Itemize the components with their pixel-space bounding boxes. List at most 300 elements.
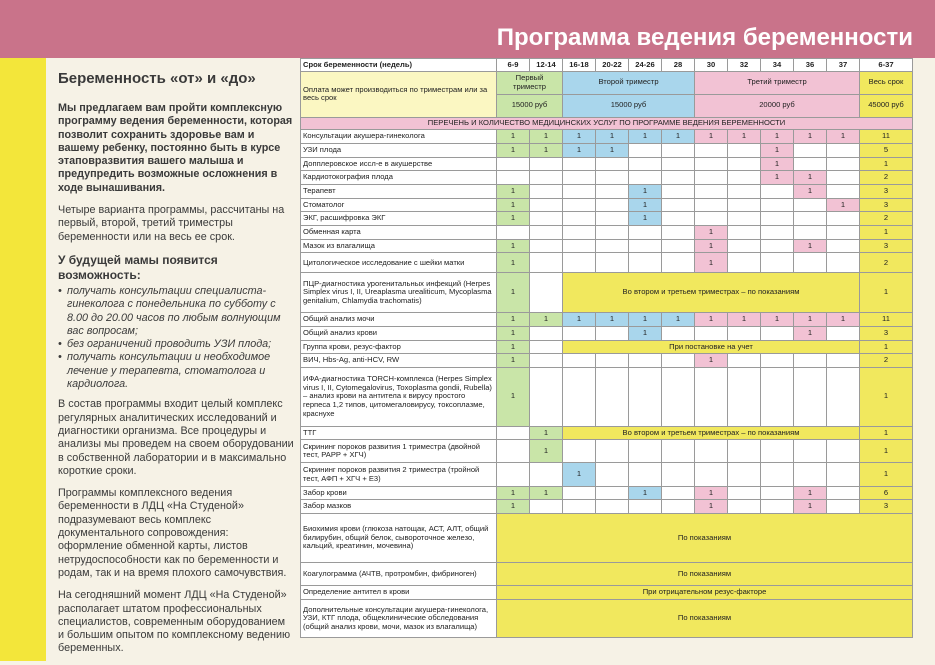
count-cell	[596, 486, 629, 500]
count-cell	[563, 500, 596, 514]
count-cell	[827, 486, 860, 500]
span-note: Во втором и третьем триместрах – по показаниям	[563, 273, 860, 313]
total-cell: 11	[860, 313, 913, 327]
variants-paragraph: Четыре варианта программы, рассчитаны на первый, второй, третий триместры беременности или на весь ее срок.	[58, 204, 285, 243]
count-cell: 1	[497, 486, 530, 500]
service-label: ИФА-диагностика TORCH-комплекса (Herpes Simplex virus I, II, Cytomegalovirus, Toxoplasma gondii, Rubella) – анализ крови на антитела к вирусу простого герпеса 1,2 типов, цитомегаловирусу, токсоплазме, краснухе	[301, 367, 497, 426]
count-cell	[530, 239, 563, 253]
count-cell: 1	[530, 426, 563, 440]
count-cell: 1	[497, 185, 530, 199]
trimester-row	[301, 71, 913, 94]
count-cell	[794, 226, 827, 240]
count-cell	[563, 239, 596, 253]
service-label: ВИЧ, Hbs-Ag, anti-HCV, RW	[301, 354, 497, 368]
count-cell: 1	[497, 273, 530, 313]
count-cell: 1	[794, 171, 827, 185]
count-cell	[827, 253, 860, 273]
count-cell: 1	[761, 130, 794, 144]
service-label: Забор крови	[301, 486, 497, 500]
count-cell	[827, 367, 860, 426]
count-cell: 1	[695, 239, 728, 253]
count-cell	[695, 440, 728, 463]
count-cell	[662, 226, 695, 240]
count-cell: 1	[827, 313, 860, 327]
count-cell: 1	[761, 144, 794, 158]
count-cell	[530, 273, 563, 313]
count-cell	[794, 253, 827, 273]
span-note: По показаниям	[497, 600, 913, 638]
count-cell	[695, 157, 728, 171]
count-cell	[827, 157, 860, 171]
count-cell	[761, 198, 794, 212]
table-row	[301, 198, 913, 212]
trimester-1: Первый триместр	[497, 71, 563, 94]
table-row	[301, 185, 913, 199]
count-cell	[629, 354, 662, 368]
total-cell: 1	[860, 426, 913, 440]
count-cell	[662, 500, 695, 514]
count-cell	[596, 500, 629, 514]
count-cell	[827, 440, 860, 463]
count-cell	[761, 354, 794, 368]
trimester-2: Второй триместр	[563, 71, 695, 94]
count-cell	[497, 157, 530, 171]
total-cell: 1	[860, 367, 913, 426]
count-cell: 1	[794, 313, 827, 327]
count-cell	[596, 463, 629, 486]
table-row	[301, 500, 913, 514]
service-label: ПЦР-диагностика урогенитальных инфекций (Herpes Simplex virus I, II, Ureaplasma urealiticum, Mycoplasma genitalium, Chlamydia trachomatis)	[301, 273, 497, 313]
count-cell: 1	[794, 500, 827, 514]
table-row	[301, 486, 913, 500]
count-cell	[596, 440, 629, 463]
total-cell: 2	[860, 253, 913, 273]
service-label: Забор мазков	[301, 500, 497, 514]
count-cell	[728, 171, 761, 185]
table-row	[301, 367, 913, 426]
table-row	[301, 426, 913, 440]
count-cell	[530, 198, 563, 212]
count-cell: 1	[530, 313, 563, 327]
count-cell	[728, 486, 761, 500]
count-cell	[728, 367, 761, 426]
price-1: 15000 руб	[497, 94, 563, 117]
count-cell	[530, 500, 563, 514]
service-label: Скрининг пороков развития 2 триместра (тройной тест, АФП + ХГЧ + Е3)	[301, 463, 497, 486]
count-cell	[596, 367, 629, 426]
count-cell	[629, 157, 662, 171]
count-cell: 1	[497, 212, 530, 226]
count-cell	[695, 171, 728, 185]
count-cell	[629, 367, 662, 426]
count-cell: 1	[497, 198, 530, 212]
count-cell	[827, 212, 860, 226]
count-cell	[596, 326, 629, 340]
count-cell	[596, 171, 629, 185]
count-cell: 1	[827, 198, 860, 212]
count-cell: 1	[728, 313, 761, 327]
count-cell	[497, 171, 530, 185]
count-cell	[761, 185, 794, 199]
count-cell	[761, 326, 794, 340]
service-label: Общий анализ мочи	[301, 313, 497, 327]
service-label: Дополнительные консультации акушера-гинеколога, УЗИ, КТГ плода, общеклинические обследования (общий анализ крови, мочи, мазок из влагалища)	[301, 600, 497, 638]
section-title-row	[301, 117, 913, 130]
count-cell	[794, 212, 827, 226]
total-cell: 1	[860, 273, 913, 313]
total-cell: 2	[860, 212, 913, 226]
count-cell: 1	[695, 486, 728, 500]
count-cell: 1	[761, 157, 794, 171]
week-cell: 6-9	[497, 59, 530, 72]
week-cell: 34	[761, 59, 794, 72]
service-label: УЗИ плода	[301, 144, 497, 158]
service-label: Кардиотокография плода	[301, 171, 497, 185]
service-label: Стоматолог	[301, 198, 497, 212]
count-cell	[530, 340, 563, 354]
price-all: 45000 руб	[860, 94, 913, 117]
count-cell	[530, 212, 563, 226]
count-cell	[662, 157, 695, 171]
count-cell: 1	[662, 130, 695, 144]
service-label: Консультации акушера-гинеколога	[301, 130, 497, 144]
count-cell	[662, 171, 695, 185]
left-yellow-strip	[0, 58, 46, 661]
price-3: 20000 руб	[695, 94, 860, 117]
count-cell	[695, 326, 728, 340]
count-cell: 1	[695, 500, 728, 514]
count-cell	[728, 226, 761, 240]
count-cell	[827, 354, 860, 368]
count-cell: 1	[695, 253, 728, 273]
count-cell	[563, 198, 596, 212]
count-cell: 1	[497, 367, 530, 426]
count-cell	[497, 440, 530, 463]
count-cell: 1	[761, 313, 794, 327]
table-row	[301, 326, 913, 340]
service-label: ТТГ	[301, 426, 497, 440]
count-cell: 1	[530, 130, 563, 144]
complex-paragraph: В состав программы входит целый комплекс регулярных аналитических исследований и диагностики организма. Все процедуры и анализы мы проведем на своем оборудовании в собственной лаборатории и в максимально короткие сроки.	[58, 398, 294, 477]
count-cell	[596, 185, 629, 199]
count-cell: 1	[563, 463, 596, 486]
count-cell: 1	[695, 313, 728, 327]
count-cell	[827, 185, 860, 199]
count-cell	[662, 185, 695, 199]
count-cell	[563, 354, 596, 368]
table-row	[301, 586, 913, 600]
week-cell: 20-22	[596, 59, 629, 72]
span-note: При отрицательном резус-факторе	[497, 586, 913, 600]
count-cell	[563, 185, 596, 199]
count-cell	[794, 354, 827, 368]
count-cell	[662, 354, 695, 368]
week-cell: 6-37	[860, 59, 913, 72]
week-cell: 36	[794, 59, 827, 72]
table-row	[301, 463, 913, 486]
table-row	[301, 313, 913, 327]
count-cell	[596, 157, 629, 171]
count-cell	[761, 212, 794, 226]
count-cell	[728, 326, 761, 340]
table-row	[301, 253, 913, 273]
table-row	[301, 171, 913, 185]
count-cell: 1	[629, 313, 662, 327]
table-row	[301, 354, 913, 368]
count-cell: 1	[629, 198, 662, 212]
count-cell: 1	[497, 313, 530, 327]
week-cell: 16-18	[563, 59, 596, 72]
count-cell	[629, 226, 662, 240]
table-row	[301, 600, 913, 638]
count-cell	[662, 367, 695, 426]
count-cell	[530, 463, 563, 486]
count-cell: 1	[530, 486, 563, 500]
count-cell	[827, 326, 860, 340]
count-cell: 1	[497, 144, 530, 158]
count-cell	[596, 253, 629, 273]
intro-paragraph: Мы предлагаем вам пройти комплексную программу ведения беременности, которая позволит сохранить здоровье вам и вашему ребенку, постоянно быть в курсе этаповразвития вашего малыша и предупредить возможные осложнения в ходе вынашивания.	[58, 102, 293, 194]
left-column	[58, 70, 294, 665]
count-cell: 1	[530, 144, 563, 158]
count-cell	[530, 253, 563, 273]
count-cell	[761, 253, 794, 273]
week-cell: 24-26	[629, 59, 662, 72]
section-title: ПЕРЕЧЕНЬ И КОЛИЧЕСТВО МЕДИЦИНСКИХ УСЛУГ ПО ПРОГРАММЕ ВЕДЕНИЯ БЕРЕМЕННОСТИ	[301, 117, 913, 130]
count-cell	[662, 144, 695, 158]
count-cell	[662, 253, 695, 273]
count-cell	[695, 463, 728, 486]
service-label: Общий анализ крови	[301, 326, 497, 340]
count-cell	[827, 171, 860, 185]
count-cell	[761, 463, 794, 486]
count-cell	[794, 198, 827, 212]
count-cell	[662, 212, 695, 226]
count-cell: 1	[695, 130, 728, 144]
count-cell: 1	[794, 486, 827, 500]
count-cell	[662, 486, 695, 500]
count-cell: 1	[497, 130, 530, 144]
count-cell	[761, 486, 794, 500]
program-table	[300, 58, 913, 638]
count-cell	[497, 426, 530, 440]
count-cell	[695, 212, 728, 226]
span-note: По показаниям	[497, 563, 913, 586]
table-row	[301, 563, 913, 586]
trimester-3: Третий триместр	[695, 71, 860, 94]
total-cell: 1	[860, 340, 913, 354]
week-cell: 12-14	[530, 59, 563, 72]
count-cell	[596, 212, 629, 226]
count-cell	[761, 226, 794, 240]
count-cell	[530, 367, 563, 426]
count-cell: 1	[596, 313, 629, 327]
count-cell	[596, 239, 629, 253]
count-cell: 1	[497, 500, 530, 514]
total-cell: 6	[860, 486, 913, 500]
count-cell: 1	[497, 340, 530, 354]
table-row	[301, 239, 913, 253]
count-cell	[728, 198, 761, 212]
span-note: При постановке на учет	[563, 340, 860, 354]
count-cell	[530, 326, 563, 340]
count-cell	[563, 171, 596, 185]
count-cell	[563, 253, 596, 273]
count-cell	[563, 157, 596, 171]
count-cell	[662, 463, 695, 486]
staff-paragraph: На сегодняшний момент ЛДЦ «На Студеной» располагает штатом профессиональных специалистов, современным оборудованием и большим опытом по комплексному ведению беременных.	[58, 589, 291, 655]
count-cell: 1	[695, 226, 728, 240]
count-cell: 1	[629, 486, 662, 500]
count-cell	[629, 253, 662, 273]
week-cell: 28	[662, 59, 695, 72]
week-cell: 37	[827, 59, 860, 72]
total-cell: 1	[860, 440, 913, 463]
count-cell	[728, 253, 761, 273]
count-cell: 1	[563, 144, 596, 158]
count-cell	[563, 326, 596, 340]
table-row	[301, 226, 913, 240]
count-cell: 1	[794, 239, 827, 253]
count-cell	[596, 198, 629, 212]
count-cell	[695, 144, 728, 158]
count-cell	[563, 440, 596, 463]
table-row	[301, 130, 913, 144]
total-cell: 1	[860, 157, 913, 171]
count-cell: 1	[563, 313, 596, 327]
count-cell	[827, 144, 860, 158]
count-cell	[530, 354, 563, 368]
count-cell: 1	[497, 239, 530, 253]
count-cell	[629, 500, 662, 514]
count-cell: 1	[794, 130, 827, 144]
count-cell: 1	[629, 130, 662, 144]
count-cell	[728, 440, 761, 463]
table-row	[301, 157, 913, 171]
total-cell: 2	[860, 171, 913, 185]
count-cell: 1	[794, 185, 827, 199]
left-heading: Беременность «от» и «до»	[58, 70, 256, 87]
total-cell: 3	[860, 326, 913, 340]
count-cell: 1	[794, 326, 827, 340]
span-note: Во втором и третьем триместрах – по показаниям	[563, 426, 860, 440]
count-cell: 1	[497, 354, 530, 368]
count-cell: 1	[497, 253, 530, 273]
count-cell: 1	[629, 326, 662, 340]
week-cell: 30	[695, 59, 728, 72]
service-label: Цитологическое исследование с шейки матки	[301, 253, 497, 273]
count-cell	[563, 486, 596, 500]
count-cell	[662, 440, 695, 463]
total-cell: 1	[860, 463, 913, 486]
count-cell	[497, 226, 530, 240]
count-cell	[629, 144, 662, 158]
count-cell	[794, 157, 827, 171]
count-cell: 1	[662, 313, 695, 327]
price-2: 15000 руб	[563, 94, 695, 117]
count-cell	[662, 198, 695, 212]
count-cell	[695, 367, 728, 426]
week-header-row	[301, 59, 913, 72]
count-cell	[530, 185, 563, 199]
count-cell	[728, 185, 761, 199]
count-cell	[761, 367, 794, 426]
payment-label: Оплата может производиться по триместрам или за весь срок	[301, 71, 497, 117]
count-cell	[530, 157, 563, 171]
count-cell	[629, 440, 662, 463]
count-cell	[530, 226, 563, 240]
count-cell	[596, 226, 629, 240]
count-cell	[761, 239, 794, 253]
count-cell	[761, 500, 794, 514]
service-label: Допплеровское иссл-е в акушерстве	[301, 157, 497, 171]
list-item: • получать консультации специалиста-гинеколога с понедельника по субботу с 8.00 до 20.00 часов по любым волнующим вас вопросам;	[58, 285, 294, 338]
total-cell: 1	[860, 226, 913, 240]
week-label: Срок беременности (недель)	[301, 59, 497, 72]
trimester-all: Весь срок	[860, 71, 913, 94]
count-cell	[728, 239, 761, 253]
count-cell	[563, 367, 596, 426]
count-cell	[794, 440, 827, 463]
count-cell	[827, 463, 860, 486]
week-cell: 32	[728, 59, 761, 72]
service-label: Определение антител в крови	[301, 586, 497, 600]
count-cell	[497, 463, 530, 486]
total-cell: 2	[860, 354, 913, 368]
service-label: Обменная карта	[301, 226, 497, 240]
service-label: Биохимия крови (глюкоза натощак, АСТ, АЛТ, общий билирубин, общий белок, сывороточное железо, кальций, креатинин, мочевина)	[301, 513, 497, 562]
service-label: Скрининг пороков развития 1 триместра (двойной тест, PAPP + ХГЧ)	[301, 440, 497, 463]
total-cell: 3	[860, 198, 913, 212]
count-cell	[530, 171, 563, 185]
table-row	[301, 513, 913, 562]
count-cell	[827, 226, 860, 240]
total-cell: 11	[860, 130, 913, 144]
total-cell: 5	[860, 144, 913, 158]
count-cell	[596, 354, 629, 368]
service-label: Группа крови, резус-фактор	[301, 340, 497, 354]
count-cell	[695, 198, 728, 212]
total-cell: 3	[860, 500, 913, 514]
table-row	[301, 340, 913, 354]
count-cell	[728, 212, 761, 226]
count-cell: 1	[530, 440, 563, 463]
count-cell: 1	[596, 130, 629, 144]
service-label: Коагулограмма (АЧТВ, протромбин, фибриноген)	[301, 563, 497, 586]
count-cell	[629, 239, 662, 253]
count-cell	[728, 500, 761, 514]
count-cell: 1	[629, 185, 662, 199]
count-cell	[794, 367, 827, 426]
service-label: Мазок из влагалища	[301, 239, 497, 253]
count-cell	[695, 185, 728, 199]
count-cell	[728, 144, 761, 158]
count-cell: 1	[695, 354, 728, 368]
table-row	[301, 440, 913, 463]
count-cell	[662, 326, 695, 340]
count-cell	[827, 239, 860, 253]
documents-paragraph: Программы комплексного ведения беременности в ЛДЦ «На Студеной» подразумевают весь комплекс документального сопровождения: оформление обменной карты, листов нетрудоспособности как по беременности и родам, так и на время плохого самочувствия.	[58, 487, 287, 579]
total-cell: 3	[860, 185, 913, 199]
count-cell	[629, 171, 662, 185]
table-row	[301, 273, 913, 313]
opportunities-list	[58, 285, 294, 391]
count-cell	[794, 144, 827, 158]
count-cell: 1	[563, 130, 596, 144]
count-cell	[563, 226, 596, 240]
list-item: • получать консультации и необходимое лечение у терапевта, стоматолога и кардиолога.	[58, 351, 294, 391]
count-cell	[827, 500, 860, 514]
